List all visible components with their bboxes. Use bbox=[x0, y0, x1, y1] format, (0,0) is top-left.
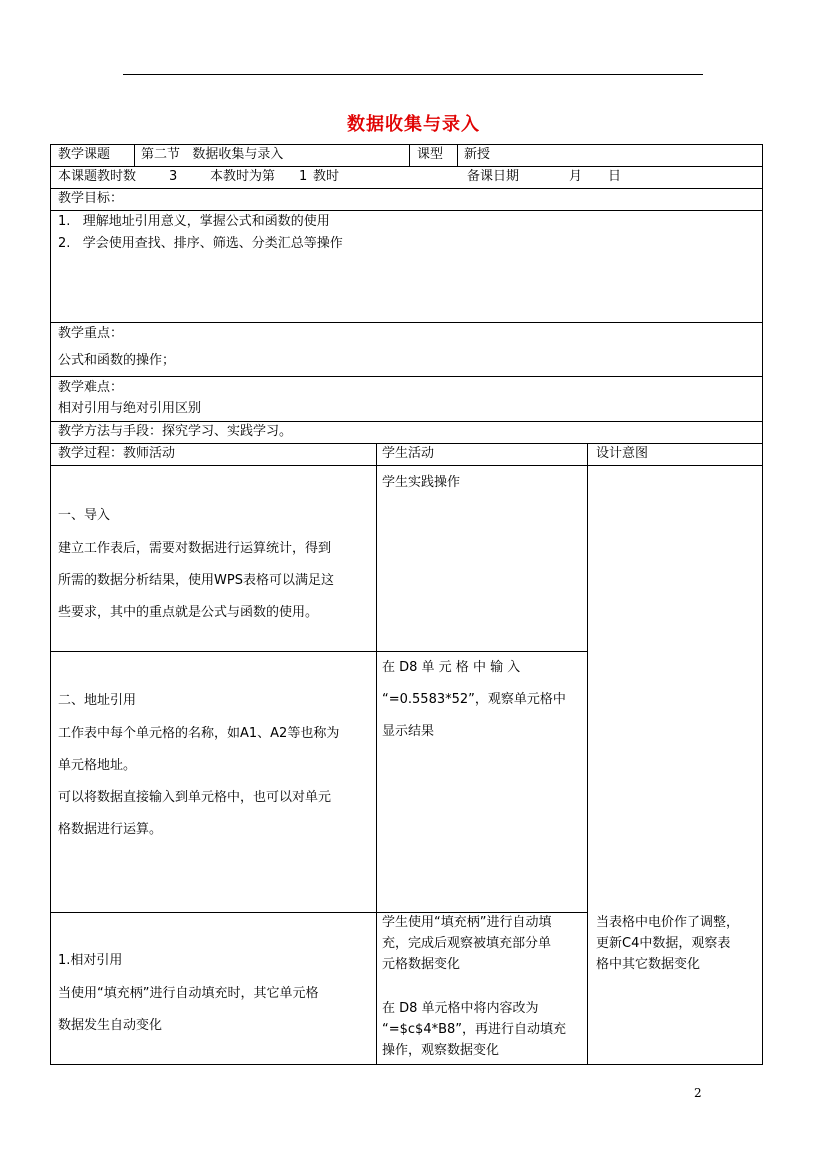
key-points-label: 教学重点： bbox=[58, 326, 124, 341]
student-activity: “=$c$4*B8”，再进行自动填充 bbox=[382, 1022, 567, 1037]
col-divider bbox=[134, 145, 135, 166]
objective-item: 1. 理解地址引用意义，掌握公式和函数的使用 bbox=[58, 214, 330, 229]
key-points-text: 公式和函数的操作； bbox=[58, 353, 176, 368]
section-line: 数据发生自动变化 bbox=[58, 1018, 163, 1033]
col-divider bbox=[376, 443, 377, 1064]
section-heading: 二、地址引用 bbox=[58, 693, 137, 708]
prep-date-label: 备课日期 bbox=[467, 169, 520, 184]
row-divider bbox=[51, 912, 587, 913]
lesson-type-value: 新授 bbox=[464, 147, 491, 162]
row-divider bbox=[51, 188, 762, 189]
row-divider bbox=[51, 443, 762, 444]
student-activity: “=0.5583*52”，观察单元格中 bbox=[382, 692, 566, 707]
row-divider bbox=[51, 166, 762, 167]
student-activity: 学生使用“填充柄”进行自动填 bbox=[382, 915, 552, 930]
objectives-label: 教学目标： bbox=[58, 191, 124, 206]
row-divider bbox=[51, 210, 762, 211]
header-teacher-activity: 教学过程：教师活动 bbox=[58, 446, 176, 461]
page-title: 数据收集与录入 bbox=[347, 114, 480, 135]
lesson-number-label: 本教时为第 bbox=[210, 169, 276, 184]
topic-value: 第二节 数据收集与录入 bbox=[141, 147, 284, 162]
row-divider bbox=[51, 376, 762, 377]
row-divider bbox=[51, 465, 762, 466]
lesson-plan-table bbox=[50, 144, 763, 1065]
student-activity: 操作，观察数据变化 bbox=[382, 1043, 500, 1058]
student-activity: 在 D8 单元格中将内容改为 bbox=[382, 1001, 539, 1016]
difficulties-text: 相对引用与绝对引用区别 bbox=[58, 401, 202, 416]
header-student-activity: 学生活动 bbox=[382, 446, 435, 461]
section-heading: 1.相对引用 bbox=[58, 953, 123, 968]
total-hours-value: 3 bbox=[169, 169, 178, 184]
section-line: 可以将数据直接输入到单元格中，也可以对单元 bbox=[58, 790, 332, 805]
student-activity: 充，完成后观察被填充部分单 bbox=[382, 936, 552, 951]
page-number: 2 bbox=[694, 1086, 702, 1100]
design-intent: 更新C4中数据，观察表 bbox=[596, 936, 731, 951]
section-line: 建立工作表后，需要对数据进行运算统计，得到 bbox=[58, 541, 332, 556]
header-rule bbox=[123, 74, 703, 75]
col-divider bbox=[457, 145, 458, 166]
header-design-intent: 设计意图 bbox=[596, 446, 649, 461]
objective-item: 2. 学会使用查找、排序、筛选、分类汇总等操作 bbox=[58, 236, 343, 251]
section-line: 工作表中每个单元格的名称，如A1、A2等也称为 bbox=[58, 726, 340, 741]
row-divider bbox=[51, 322, 762, 323]
lesson-type-label: 课型 bbox=[417, 147, 444, 162]
methods-text: 教学方法与手段：探究学习、实践学习。 bbox=[58, 424, 293, 439]
student-activity: 显示结果 bbox=[382, 724, 435, 739]
lesson-number-suffix: 教时 bbox=[313, 169, 340, 184]
prep-date-month: 月 bbox=[569, 169, 583, 184]
prep-date-day: 日 bbox=[608, 169, 622, 184]
design-intent: 格中其它数据变化 bbox=[596, 957, 701, 972]
row-divider bbox=[51, 421, 762, 422]
col-divider bbox=[587, 443, 588, 1064]
difficulties-label: 教学难点： bbox=[58, 380, 124, 395]
student-activity: 在 D8 单 元 格 中 输 入 bbox=[382, 660, 521, 675]
topic-label: 教学课题 bbox=[58, 147, 111, 162]
design-intent: 当表格中电价作了调整， bbox=[596, 915, 740, 930]
col-divider bbox=[409, 145, 410, 166]
student-activity: 学生实践操作 bbox=[382, 475, 461, 490]
section-line: 当使用“填充柄”进行自动填充时，其它单元格 bbox=[58, 986, 319, 1001]
lesson-number-value: 1 bbox=[299, 169, 308, 184]
section-line: 些要求，其中的重点就是公式与函数的使用。 bbox=[58, 605, 319, 620]
row-divider bbox=[51, 651, 587, 652]
total-hours-label: 本课题教时数 bbox=[58, 169, 137, 184]
section-line: 单元格地址。 bbox=[58, 758, 137, 773]
section-heading: 一、导入 bbox=[58, 508, 111, 523]
section-line: 格数据进行运算。 bbox=[58, 822, 163, 837]
section-line: 所需的数据分析结果，使用WPS表格可以满足这 bbox=[58, 573, 334, 588]
student-activity: 元格数据变化 bbox=[382, 957, 461, 972]
